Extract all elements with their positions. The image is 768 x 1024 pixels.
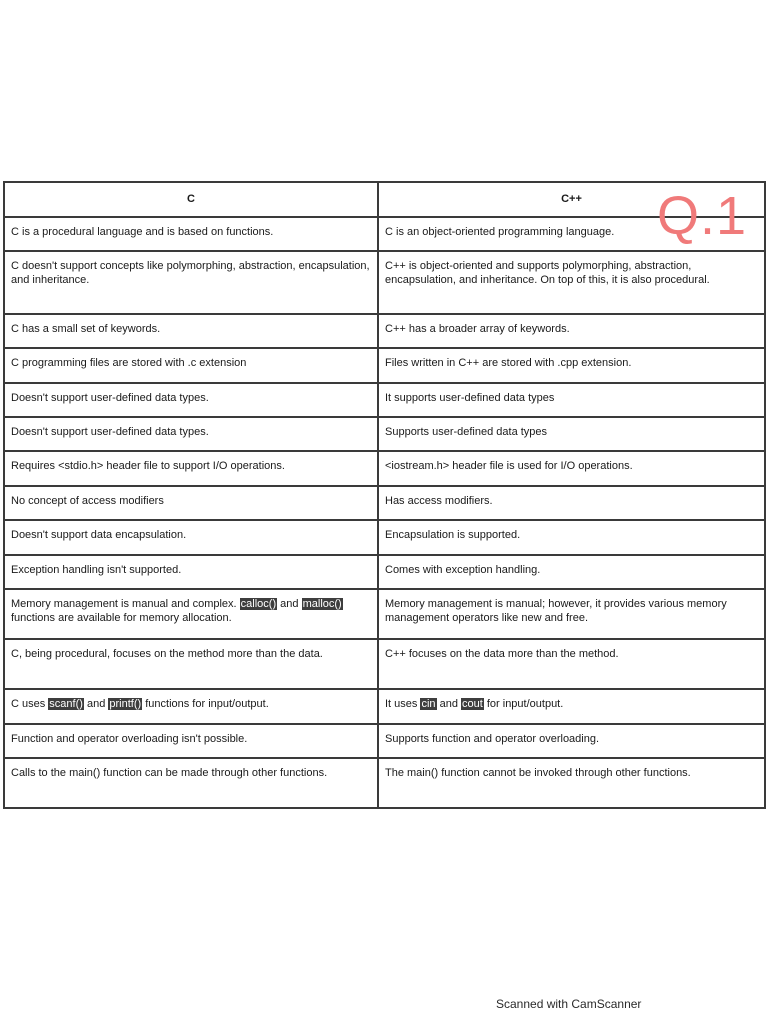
table-row xyxy=(4,589,765,639)
cell-c xyxy=(4,589,378,639)
cell-c: C has a small set of keywords. xyxy=(4,314,378,348)
highlighted-text: cout xyxy=(462,698,483,710)
cell-c: C programming files are stored with .c extension xyxy=(4,348,378,383)
cell-c: C is a procedural language and is based on functions. xyxy=(4,217,378,251)
table-row xyxy=(4,486,765,520)
cell-cpp: C is an object-oriented programming language. xyxy=(378,217,765,251)
cell-text-part: functions are available for memory allocation. xyxy=(11,612,232,624)
comparison-table xyxy=(3,181,766,809)
cell-cpp: Supports user-defined data types xyxy=(378,417,765,451)
scanner-watermark: Scanned with CamScanner xyxy=(496,997,642,1011)
table-row xyxy=(4,555,765,589)
cell-cpp: C++ is object-oriented and supports polymorphing, abstraction, encapsulation, and inheritance. On top of this, it is also procedural. xyxy=(378,251,765,314)
cell-cpp: Memory management is manual; however, it provides various memory management operators like new and free. xyxy=(378,589,765,639)
table-row xyxy=(4,520,765,555)
table-header-row xyxy=(4,182,765,217)
cell-c: Doesn't support data encapsulation. xyxy=(4,520,378,555)
cell-text-part: It uses xyxy=(385,698,421,710)
cell-c: Doesn't support user-defined data types. xyxy=(4,383,378,417)
table-row xyxy=(4,689,765,724)
cell-c: Function and operator overloading isn't possible. xyxy=(4,724,378,758)
header-c: C xyxy=(4,182,378,217)
cell-c: C, being procedural, focuses on the method more than the data. xyxy=(4,639,378,689)
header-cpp: C++ xyxy=(378,182,765,217)
table-row xyxy=(4,417,765,451)
cell-cpp: <iostream.h> header file is used for I/O operations. xyxy=(378,451,765,486)
cell-c: Requires <stdio.h> header file to support I/O operations. xyxy=(4,451,378,486)
table-row xyxy=(4,314,765,348)
table-row xyxy=(4,724,765,758)
table-row xyxy=(4,758,765,808)
cell-text-part: C uses xyxy=(11,698,49,710)
cell-c: C doesn't support concepts like polymorphing, abstraction, encapsulation, and inheritance. xyxy=(4,251,378,314)
highlighted-text: malloc() xyxy=(302,598,342,610)
cell-cpp: Encapsulation is supported. xyxy=(378,520,765,555)
cell-c xyxy=(4,689,378,724)
cell-c: Doesn't support user-defined data types. xyxy=(4,417,378,451)
table-row xyxy=(4,251,765,314)
cell-cpp: Has access modifiers. xyxy=(378,486,765,520)
cell-text-part: functions for input/output. xyxy=(142,698,269,710)
cell-cpp: Comes with exception handling. xyxy=(378,555,765,589)
cell-text-part: for input/output. xyxy=(483,698,564,710)
cell-text-part: and xyxy=(277,598,302,610)
cell-c: Calls to the main() function can be made through other functions. xyxy=(4,758,378,808)
handwritten-question-label: Q.1 xyxy=(657,186,748,246)
highlighted-text: printf() xyxy=(109,698,142,710)
cell-text-part: and xyxy=(83,698,109,710)
cell-cpp: C++ focuses on the data more than the method. xyxy=(378,639,765,689)
highlighted-text: scanf() xyxy=(49,698,83,710)
cell-c: No concept of access modifiers xyxy=(4,486,378,520)
cell-cpp: It supports user-defined data types xyxy=(378,383,765,417)
table-row xyxy=(4,348,765,383)
table-row xyxy=(4,451,765,486)
highlighted-text: calloc() xyxy=(240,598,277,610)
table-row xyxy=(4,217,765,251)
cell-c: Exception handling isn't supported. xyxy=(4,555,378,589)
highlighted-text: cin xyxy=(421,698,436,710)
cell-cpp: C++ has a broader array of keywords. xyxy=(378,314,765,348)
cell-cpp: Files written in C++ are stored with .cpp extension. xyxy=(378,348,765,383)
cell-cpp: The main() function cannot be invoked through other functions. xyxy=(378,758,765,808)
cell-text-part: Memory management is manual and complex. xyxy=(11,598,240,610)
cell-cpp xyxy=(378,689,765,724)
cell-text-part: and xyxy=(436,698,461,710)
cell-cpp: Supports function and operator overloading. xyxy=(378,724,765,758)
table-row xyxy=(4,639,765,689)
table-row xyxy=(4,383,765,417)
